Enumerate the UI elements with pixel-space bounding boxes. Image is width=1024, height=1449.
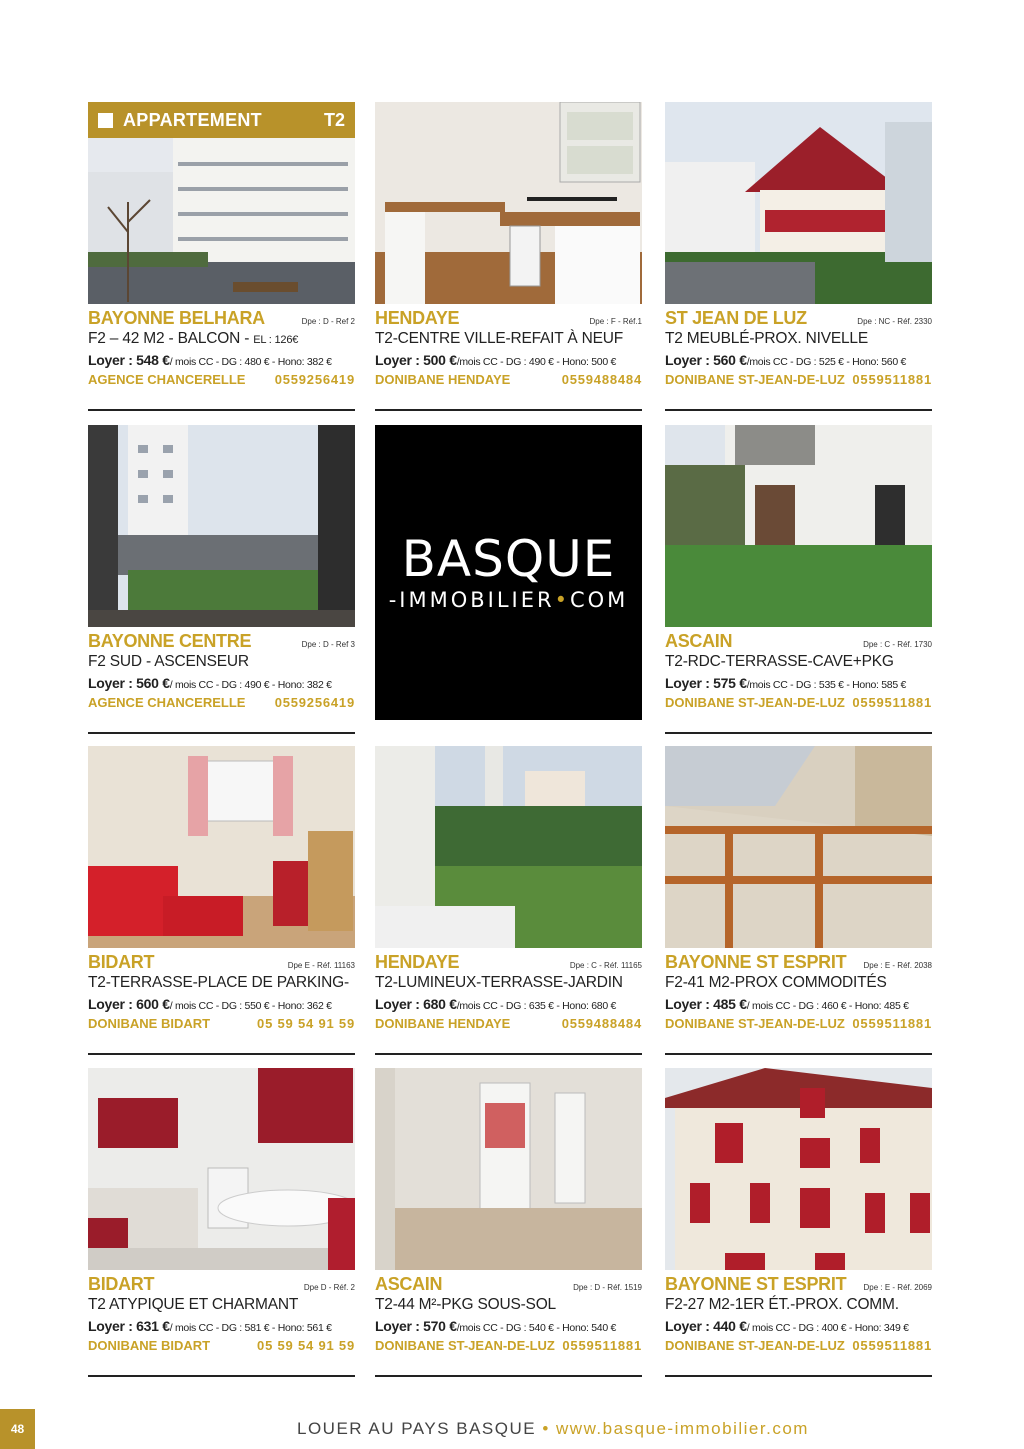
listing-phone[interactable]: 0559511881	[562, 1338, 642, 1353]
listing-city: BAYONNE ST ESPRIT	[665, 1274, 847, 1294]
listing-photo	[665, 1068, 932, 1270]
listing-card[interactable]	[375, 1068, 642, 1377]
listing-rent: Loyer : 600 €/ mois CC - DG : 550 € - Hono: 362 €	[88, 996, 332, 1012]
rent-value: 680 €	[423, 996, 457, 1012]
listing-ref: Dpe D - Réf. 2	[303, 1283, 355, 1292]
listing-phone[interactable]: 0559511881	[852, 1016, 932, 1031]
listing-agency: DONIBANE HENDAYE	[375, 1016, 511, 1031]
listing-description: F2-27 M2-1ER ÉT.-PROX. COMM.	[665, 1296, 899, 1313]
listing-card[interactable]	[665, 102, 932, 411]
listing-city: ASCAIN	[375, 1274, 443, 1294]
listing-card[interactable]	[88, 425, 355, 734]
listing-rent: Loyer : 440 €/ mois CC - DG : 400 € - Hono: 349 €	[665, 1318, 909, 1334]
rent-value: 560 €	[136, 675, 170, 691]
listing-photo	[665, 425, 932, 627]
listing-city: BAYONNE ST ESPRIT	[665, 952, 847, 972]
listing-phone[interactable]: 05 59 54 91 59	[257, 1016, 355, 1031]
listing-card[interactable]	[88, 1068, 355, 1377]
rent-value: 600 €	[136, 996, 170, 1012]
rent-value: 560 €	[713, 352, 747, 368]
listing-city: ASCAIN	[665, 631, 733, 651]
listing-photo	[375, 1068, 642, 1270]
listing-ref: Dpe : F - Réf.1	[589, 317, 642, 326]
listing-card[interactable]	[88, 746, 355, 1055]
listing-phone[interactable]: 0559511881	[852, 1338, 932, 1353]
listing-ref: Dpe E - Réf. 11163	[287, 961, 355, 970]
rent-value: 485 €	[713, 996, 747, 1012]
listing-rent: Loyer : 485 €/ mois CC - DG : 460 € - Hono: 485 €	[665, 996, 909, 1012]
rent-value: 570 €	[423, 1318, 457, 1334]
listing-city: BIDART	[88, 1274, 155, 1294]
rent-value: 575 €	[713, 675, 747, 691]
listing-rent: Loyer : 560 €/ mois CC - DG : 490 € - Hono: 382 €	[88, 675, 332, 691]
listing-rent: Loyer : 548 €/ mois CC - DG : 480 € - Hono: 382 €	[88, 352, 332, 368]
category-banner	[88, 102, 355, 138]
rent-value: 500 €	[423, 352, 457, 368]
listing-ref: Dpe : E - Réf. 2069	[863, 1283, 932, 1292]
listing-city: BIDART	[88, 952, 155, 972]
listing-phone[interactable]: 0559511881	[852, 695, 932, 710]
listing-agency: AGENCE CHANCERELLE	[88, 695, 246, 710]
listing-agency: DONIBANE ST-JEAN-DE-LUZ	[665, 1338, 845, 1353]
listing-ref: Dpe : D - Ref 3	[301, 640, 355, 649]
listing-card[interactable]	[665, 746, 932, 1055]
listing-card[interactable]	[665, 425, 932, 734]
listing-ref: Dpe : C - Réf. 1730	[863, 640, 932, 649]
listing-phone[interactable]: 05 59 54 91 59	[257, 1338, 355, 1353]
logo-sub-text: -IMMOBILIER•COM	[388, 587, 629, 612]
listing-rent: Loyer : 570 €/mois CC - DG : 540 € - Hono: 540 €	[375, 1318, 617, 1334]
listing-description: T2-RDC-TERRASSE-CAVE+PKG	[665, 653, 894, 670]
listing-ref: Dpe : C - Réf. 11165	[569, 961, 642, 970]
listing-card[interactable]	[665, 1068, 932, 1377]
footer-title: LOUER AU PAYS BASQUE	[297, 1419, 537, 1438]
listing-ref: Dpe : D - Réf. 1519	[573, 1283, 642, 1292]
listing-city: ST JEAN DE LUZ	[665, 308, 807, 328]
listing-phone[interactable]: 0559256419	[274, 695, 355, 710]
listing-card[interactable]	[375, 746, 642, 1055]
listing-description-extra: EL : 126€	[253, 334, 299, 346]
square-icon	[98, 113, 113, 128]
listing-agency: DONIBANE ST-JEAN-DE-LUZ	[375, 1338, 555, 1353]
listing-description: F2-41 M2-PROX COMMODITÉS	[665, 974, 887, 991]
listing-description: T2-CENTRE VILLE-REFAIT À NEUF	[375, 330, 623, 347]
listing-agency: DONIBANE BIDART	[88, 1016, 211, 1031]
listing-photo	[88, 102, 355, 304]
listing-city: BAYONNE CENTRE	[88, 631, 252, 651]
listing-rent: Loyer : 631 €/ mois CC - DG : 581 € - Hono: 561 €	[88, 1318, 332, 1334]
category-label: APPARTEMENT	[123, 109, 262, 130]
listing-ref: Dpe : NC - Réf. 2330	[857, 317, 932, 326]
listing-agency: DONIBANE HENDAYE	[375, 372, 511, 387]
listing-description: F2 – 42 M2 - BALCON -	[88, 330, 254, 347]
listing-agency: DONIBANE ST-JEAN-DE-LUZ	[665, 1016, 845, 1031]
listing-description: T2 MEUBLÉ-PROX. NIVELLE	[665, 330, 868, 347]
listing-phone[interactable]: 0559488484	[561, 1016, 642, 1031]
listing-city: HENDAYE	[375, 952, 460, 972]
listing-description: T2 ATYPIQUE ET CHARMANT	[88, 1296, 299, 1313]
listing-photo	[88, 425, 355, 627]
listing-photo	[665, 746, 932, 948]
listing-photo	[88, 1068, 355, 1270]
category-type: T2	[323, 109, 345, 130]
footer-url[interactable]: www.basque-immobilier.com	[556, 1419, 809, 1438]
listing-photo	[88, 746, 355, 948]
listing-card[interactable]	[88, 102, 355, 411]
listing-description: T2-44 M²-PKG SOUS-SOL	[375, 1296, 556, 1313]
listing-phone[interactable]: 0559488484	[561, 372, 642, 387]
listing-agency: DONIBANE BIDART	[88, 1338, 211, 1353]
page-number: 48	[0, 1409, 35, 1449]
listing-rent: Loyer : 680 €/mois CC - DG : 635 € - Hono: 680 €	[375, 996, 617, 1012]
listing-description: T2-LUMINEUX-TERRASSE-JARDIN	[375, 974, 623, 991]
listing-agency: DONIBANE ST-JEAN-DE-LUZ	[665, 372, 845, 387]
listing-ref: Dpe : E - Réf. 2038	[863, 961, 932, 970]
listing-photo	[375, 102, 642, 304]
listing-photo	[375, 746, 642, 948]
listing-city: BAYONNE BELHARA	[88, 308, 265, 328]
rent-value: 548 €	[136, 352, 170, 368]
listing-phone[interactable]: 0559256419	[274, 372, 355, 387]
listing-rent: Loyer : 500 €/mois CC - DG : 490 € - Hono: 500 €	[375, 352, 617, 368]
logo-main-text: BASQUE	[401, 529, 616, 588]
listing-city: HENDAYE	[375, 308, 460, 328]
page-footer	[0, 1409, 1024, 1449]
listing-phone[interactable]: 0559511881	[852, 372, 932, 387]
listing-rent: Loyer : 560 €/mois CC - DG : 525 € - Hono: 560 €	[665, 352, 907, 368]
basque-immobilier-logo[interactable]	[375, 425, 642, 720]
listing-agency: AGENCE CHANCERELLE	[88, 372, 246, 387]
listing-agency: DONIBANE ST-JEAN-DE-LUZ	[665, 695, 845, 710]
footer-separator: •	[542, 1419, 550, 1438]
rent-value: 440 €	[713, 1318, 747, 1334]
rent-value: 631 €	[136, 1318, 170, 1334]
listing-description: T2-TERRASSE-PLACE DE PARKING-	[88, 974, 349, 991]
listing-ref: Dpe : D - Ref 2	[301, 317, 355, 326]
footer-text	[297, 1419, 809, 1439]
listing-photo	[665, 102, 932, 304]
listing-rent: Loyer : 575 €/mois CC - DG : 535 € - Hono: 585 €	[665, 675, 907, 691]
listing-card[interactable]	[375, 102, 642, 411]
listing-description: F2 SUD - ASCENSEUR	[88, 653, 249, 670]
